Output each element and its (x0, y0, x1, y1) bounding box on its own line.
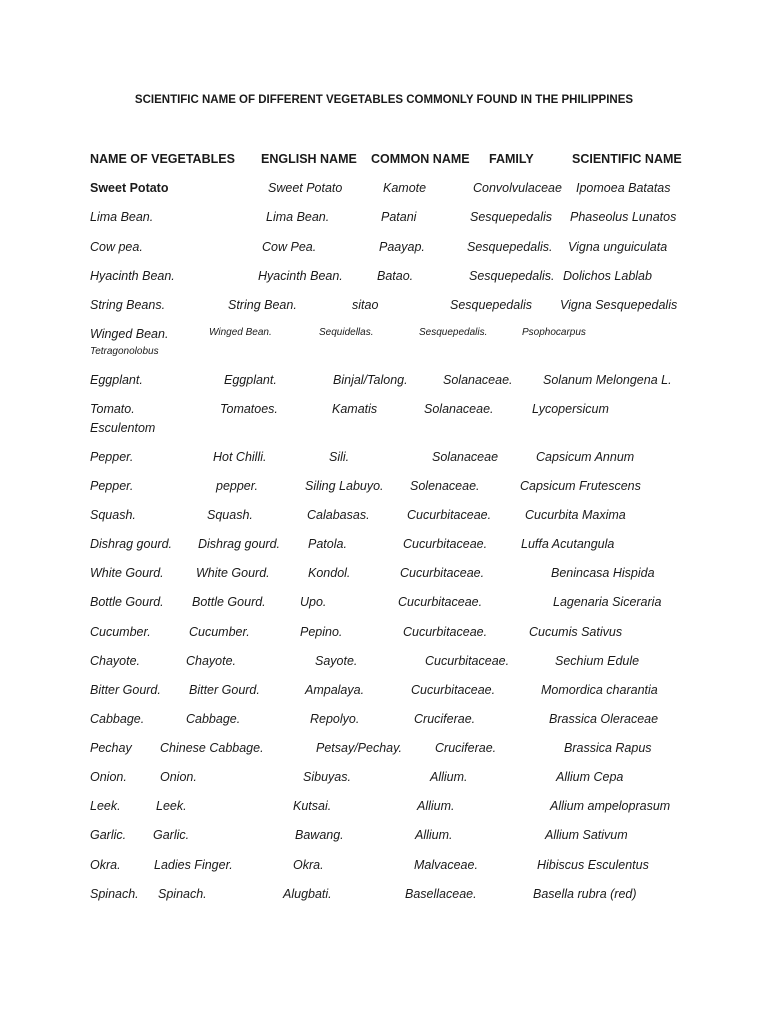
table-cell: White Gourd. (196, 566, 270, 580)
table-cell: Allium Cepa (556, 770, 624, 784)
table-cell: Sweet Potato (268, 181, 343, 195)
table-cell: Allium. (430, 770, 468, 784)
table-cell: Allium. (415, 828, 453, 842)
table-cell: Solanaceae (432, 450, 499, 464)
table-cell: Onion. (160, 770, 197, 784)
table-cell: Cucurbitaceae. (403, 537, 488, 551)
table-cell: Patola. (308, 537, 347, 551)
table-cell: Siling Labuyo. (305, 479, 384, 493)
table-cell: Ladies Finger. (154, 858, 233, 872)
table-cell: Squash. (90, 508, 136, 522)
table-cell: Upo. (300, 595, 327, 609)
table-cell: Sibuyas. (303, 770, 351, 784)
header-name-of-vegetables: NAME OF VEGETABLES (90, 152, 235, 166)
table-cell: Allium ampeloprasum (550, 799, 671, 813)
table-cell: Sequidellas. (319, 327, 374, 338)
table-cell: Bottle Gourd. (90, 595, 164, 609)
table-cell: Onion. (90, 770, 127, 784)
table-cell: Cucurbitaceae. (398, 595, 483, 609)
table-cell: Spinach. (90, 887, 139, 901)
table-cell: Cruciferae. (414, 712, 476, 726)
table-cell: White Gourd. (90, 566, 164, 580)
table-cell: Winged Bean. (209, 327, 272, 338)
table-cell: Benincasa Hispida (551, 566, 655, 580)
table-cell: Hot Chilli. (213, 450, 267, 464)
table-cell: Dishrag gourd. (198, 537, 280, 551)
table-cell: Cucurbitaceae. (407, 508, 492, 522)
table-cell: String Beans. (90, 298, 166, 312)
table-cell: Cow Pea. (262, 240, 317, 254)
table-cell: Winged Bean. (90, 327, 169, 341)
table-cell: Psophocarpus (522, 327, 586, 338)
table-cell: Capsicum Frutescens (520, 479, 641, 493)
table-cell: Cabbage. (90, 712, 145, 726)
table-cell: sitao (352, 298, 379, 312)
table-cell: Ipomoea Batatas (576, 181, 671, 195)
table-cell: Basellaceae. (405, 887, 477, 901)
table-cell: Binjal/Talong. (333, 373, 408, 387)
table-cell: Paayap. (379, 240, 425, 254)
table-cell: Allium Sativum (545, 828, 628, 842)
table-cell: Tomato. (90, 402, 135, 416)
table-cell: Alugbati. (283, 887, 332, 901)
table-cell: Solanaceae. (443, 373, 513, 387)
table-cell: Repolyo. (310, 712, 360, 726)
table-cell: Cucurbitaceae. (425, 654, 510, 668)
table-cell: Chinese Cabbage. (160, 741, 264, 755)
table-cell: Lycopersicum (532, 402, 609, 416)
table-cell: Sesquepedalis (470, 210, 553, 224)
table-cell: Sayote. (315, 654, 358, 668)
header-common-name: COMMON NAME (371, 152, 470, 166)
table-cell: Bitter Gourd. (90, 683, 161, 697)
table-cell: Kamatis (332, 402, 378, 416)
table-cell: Cow pea. (90, 240, 143, 254)
header-family: FAMILY (489, 152, 534, 166)
table-cell-continuation: Tetragonolobus (90, 346, 159, 357)
table-cell: Cucumber. (189, 625, 250, 639)
table-cell: Dishrag gourd. (90, 537, 172, 551)
table-cell: Sesquepedalis. (469, 269, 555, 283)
table-cell: Ampalaya. (305, 683, 365, 697)
table-cell: String Bean. (228, 298, 297, 312)
table-cell: Cabbage. (186, 712, 241, 726)
table-cell: Sweet Potato (90, 181, 169, 195)
table-cell: Cucumis Sativus (529, 625, 623, 639)
table-cell: Pepper. (90, 479, 134, 493)
table-cell: Batao. (377, 269, 414, 283)
table-cell: Squash. (207, 508, 253, 522)
table-cell: Sili. (329, 450, 350, 464)
table-cell: Kutsai. (293, 799, 332, 813)
table-cell: Basella rubra (red) (533, 887, 637, 901)
table-cell: Pepino. (300, 625, 343, 639)
table-cell: Malvaceae. (414, 858, 478, 872)
table-cell: Vigna unguiculata (568, 240, 668, 254)
table-cell: Chayote. (186, 654, 237, 668)
table-cell: Allium. (417, 799, 455, 813)
table-cell: Leek. (156, 799, 187, 813)
table-cell: Brassica Oleraceae (549, 712, 659, 726)
table-cell: Lima Bean. (266, 210, 330, 224)
header-scientific-name: SCIENTIFIC NAME (572, 152, 682, 166)
table-cell: Hibiscus Esculentus (537, 858, 649, 872)
table-cell: Lima Bean. (90, 210, 154, 224)
table-cell: Cucurbitaceae. (400, 566, 485, 580)
table-cell: Pepper. (90, 450, 134, 464)
table-cell: Eggplant. (224, 373, 277, 387)
table-cell: Kondol. (308, 566, 351, 580)
table-cell: Brassica Rapus (564, 741, 652, 755)
table-cell: Sechium Edule (555, 654, 640, 668)
table-cell: Okra. (90, 858, 121, 872)
table-cell: Sesquepedalis (450, 298, 533, 312)
table-cell: Luffa Acutangula (521, 537, 615, 551)
table-cell: Vigna Sesquepedalis (560, 298, 678, 312)
table-cell: Chayote. (90, 654, 141, 668)
table-cell: Bitter Gourd. (189, 683, 260, 697)
table-cell: Leek. (90, 799, 121, 813)
table-cell: Kamote (383, 181, 427, 195)
table-cell: Momordica charantia (541, 683, 658, 697)
table-cell: Bawang. (295, 828, 344, 842)
table-cell: Hyacinth Bean. (258, 269, 343, 283)
table-cell: Cruciferae. (435, 741, 497, 755)
table-cell: Calabasas. (307, 508, 370, 522)
table-cell: Bottle Gourd. (192, 595, 266, 609)
table-cell: Tomatoes. (220, 402, 278, 416)
table-cell: Sesquepedalis. (467, 240, 553, 254)
table-cell: Petsay/Pechay. (316, 741, 402, 755)
table-cell: Spinach. (158, 887, 207, 901)
table-cell: Garlic. (153, 828, 190, 842)
table-cell: Solanaceae. (424, 402, 494, 416)
table-cell: Eggplant. (90, 373, 143, 387)
table-cell: Lagenaria Siceraria (553, 595, 662, 609)
table-cell: Patani (381, 210, 417, 224)
document-title: SCIENTIFIC NAME OF DIFFERENT VEGETABLES COMMONLY FOUND IN THE PHILIPPINES (134, 94, 634, 106)
table-cell: Solenaceae. (410, 479, 480, 493)
table-cell: Cucumber. (90, 625, 151, 639)
table-cell-continuation: Esculentom (90, 421, 156, 435)
table-cell: Convolvulaceae (473, 181, 562, 195)
table-cell: Sesquepedalis. (419, 327, 488, 338)
table-cell: Cucurbita Maxima (525, 508, 626, 522)
table-cell: Capsicum Annum (536, 450, 635, 464)
table-cell: pepper. (216, 479, 258, 493)
table-cell: Cucurbitaceae. (403, 625, 488, 639)
table-cell: Cucurbitaceae. (411, 683, 496, 697)
table-cell: Okra. (293, 858, 324, 872)
table-cell: Solanum Melongena L. (543, 373, 672, 387)
table-cell: Phaseolus Lunatos (570, 210, 677, 224)
table-cell: Garlic. (90, 828, 127, 842)
table-cell: Hyacinth Bean. (90, 269, 175, 283)
table-cell: Pechay (90, 741, 132, 755)
header-english-name: ENGLISH NAME (261, 152, 357, 166)
table-cell: Dolichos Lablab (563, 269, 652, 283)
